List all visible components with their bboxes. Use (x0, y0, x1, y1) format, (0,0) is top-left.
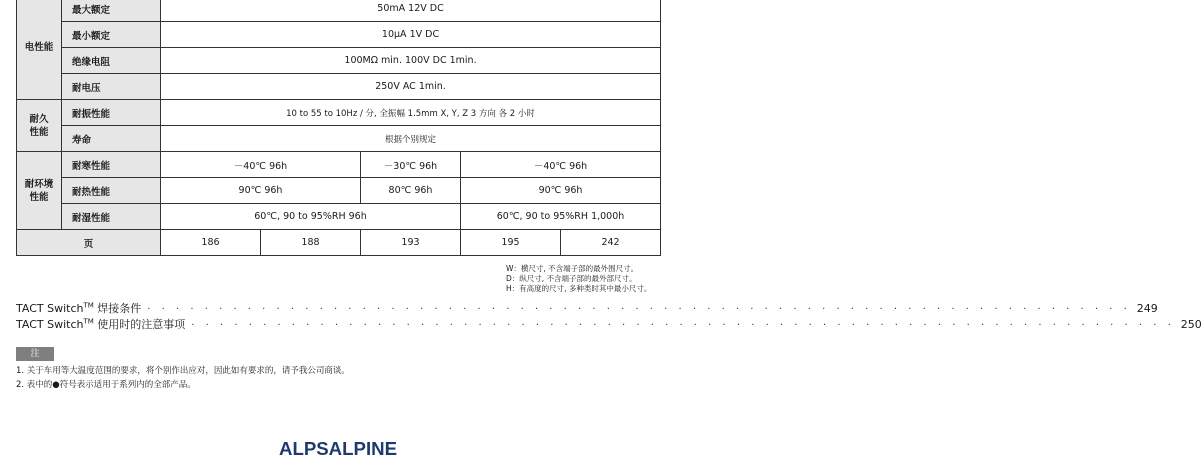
group-label-durability (17, 100, 62, 152)
trademark-mark: TM (83, 317, 94, 326)
spec-label-min-rating: 最小额定 (62, 22, 161, 48)
spec-label-humidity: 耐湿性能 (62, 204, 161, 230)
spec-value-humidity-2: 60℃, 90 to 95%RH 1,000h (461, 204, 661, 230)
page-ref-5[interactable]: 242 (561, 230, 661, 256)
page-row-label: 页 (17, 230, 161, 256)
spec-value-life: 根据个别规定 (161, 126, 661, 152)
group-label-environmental (17, 152, 62, 230)
logo-text: ALPSALPINE (279, 439, 397, 459)
page-ref-2[interactable]: 188 (261, 230, 361, 256)
note-item-1: 1. 关于车用等大温度范围的要求，将个别作出应对，因此如有要求的，请予我公司商谈。 (16, 366, 350, 376)
leader-dots: · · · · · · · · · · · · · · · · · · · · · · · · · · · · · · · · · · · · · · · · · · · · · · · · · · · · · · · · · · · · · · · · · · · · · (147, 304, 1131, 315)
table-row (17, 74, 661, 100)
reference-page-precautions[interactable]: 250 (1180, 318, 1202, 331)
legend-width: W：横尺寸, 不含端子部的最外围尺寸。 (506, 264, 639, 273)
page-ref-1[interactable]: 186 (161, 230, 261, 256)
table-row (17, 230, 661, 256)
spec-value-withstand-voltage: 250V AC 1min. (161, 74, 661, 100)
alpsalpine-logo (279, 437, 397, 459)
legend-depth: D：纵尺寸, 不含端子部的最外部尺寸。 (506, 274, 637, 283)
spec-value-humidity-1: 60℃, 90 to 95%RH 96h (161, 204, 461, 230)
spec-label-heat: 耐热性能 (62, 178, 161, 204)
spec-value-heat-2: 80℃ 96h (361, 178, 461, 204)
page-ref-4[interactable]: 195 (461, 230, 561, 256)
reference-label-precautions: TACT Switch™ 使用时的注意事项 (16, 317, 186, 331)
table-row (17, 100, 661, 126)
table-row (17, 152, 661, 178)
spec-label-cold: 耐寒性能 (62, 152, 161, 178)
leader-dots: · · · · · · · · · · · · · · · · · · · · · · · · · · · · · · · · · · · · · · · · · · · · · · · · · · · · · · · · · · · · · · · · · · · · · (191, 320, 1175, 331)
spec-value-insulation: 100MΩ min. 100V DC 1min. (161, 48, 661, 74)
note-item-2: 2. 表中的●符号表示适用于系列内的全部产品。 (16, 380, 196, 390)
notes-heading: 注 (16, 347, 54, 361)
table-row (17, 178, 661, 204)
group-label-durability-text: 耐久性能 (29, 113, 49, 138)
spec-value-heat-3: 90℃ 96h (461, 178, 661, 204)
table-row (17, 22, 661, 48)
reference-page-soldering[interactable]: 249 (1136, 302, 1158, 315)
spec-value-heat-1: 90℃ 96h (161, 178, 361, 204)
reference-row-soldering[interactable] (16, 300, 1158, 316)
legend-height: H：有高度的尺寸, 多种类时其中最小尺寸。 (506, 284, 652, 293)
spec-value-vibration: 10 to 55 to 10Hz / 分, 全振幅 1.5mm X, Y, Z 3 方向 各 2 小时 (161, 100, 661, 126)
spec-label-insulation: 绝缘电阻 (62, 48, 161, 74)
spec-value-max-rating: 50mA 12V DC (161, 0, 661, 22)
table-row (17, 126, 661, 152)
reference-label-soldering: TACT Switch™ 焊接条件 (16, 301, 142, 315)
table-row (17, 204, 661, 230)
group-label-electrical: 电性能 (17, 0, 62, 100)
dimension-legend (506, 264, 651, 294)
table-row (17, 0, 661, 22)
spec-table (16, 0, 661, 256)
reference-row-precautions[interactable] (16, 316, 1202, 332)
spec-label-life: 寿命 (62, 126, 161, 152)
spec-value-cold-3: －40℃ 96h (461, 152, 661, 178)
spec-value-cold-2: －30℃ 96h (361, 152, 461, 178)
spec-value-min-rating: 10μA 1V DC (161, 22, 661, 48)
spec-label-withstand-voltage: 耐电压 (62, 74, 161, 100)
trademark-mark: TM (83, 301, 94, 310)
page-ref-3[interactable]: 193 (361, 230, 461, 256)
spec-label-max-rating: 最大额定 (62, 0, 161, 22)
group-label-environmental-text: 耐环境性能 (24, 178, 54, 203)
spec-value-cold-1: －40℃ 96h (161, 152, 361, 178)
table-row (17, 48, 661, 74)
spec-label-vibration: 耐振性能 (62, 100, 161, 126)
